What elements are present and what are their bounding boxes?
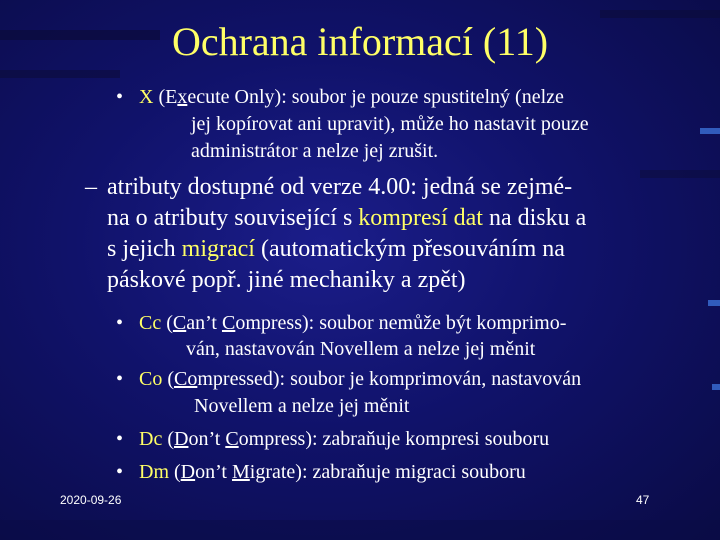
item-dc-line1: Dc (Don’t Compress): zabraňuje kompresi souboru — [139, 428, 550, 450]
attrs-line1: atributy dostupné od verze 4.00: jedná se zejmé- — [107, 174, 573, 200]
bullet-icon: • — [116, 312, 124, 334]
slide-title: Ochrana informací (11) — [171, 19, 549, 64]
item-x-line1: X (Execute Only): soubor je pouze spustitelný (nelze — [139, 86, 564, 108]
highlight-text: kompresí dat — [358, 205, 483, 231]
item-cc-line1: Cc (Can’t Compress): soubor nemůže být komprimo- — [139, 312, 567, 334]
attr-code: X — [139, 86, 154, 108]
dash-icon: – — [85, 174, 97, 200]
attrs-line4: páskové popř. jiné mechaniky a zpět) — [107, 267, 466, 293]
attr-code: Dm — [139, 461, 169, 483]
item-co-line1: Co (Compressed): soubor je komprimován, nastavován — [139, 368, 582, 390]
attrs-line3: s jejich migrací (automatickým přesouváním na — [107, 236, 565, 262]
bullet-icon: • — [116, 86, 124, 108]
bullet-icon: • — [116, 461, 124, 483]
highlight-text: migrací — [181, 236, 255, 262]
item-x-line3: administrátor a nelze jej zrušit. — [191, 140, 439, 162]
item-co-line2: Novellem a nelze jej měnit — [194, 395, 410, 417]
item-dm-line1: Dm (Don’t Migrate): zabraňuje migraci souboru — [139, 461, 526, 483]
item-cc-line2: ván, nastavován Novellem a nelze jej měnit — [186, 338, 536, 360]
page-number: 47 — [636, 493, 650, 507]
item-x-line2: jej kopírovat ani upravit), může ho nastavit pouze — [191, 113, 589, 135]
attr-code: Cc — [139, 312, 162, 334]
attr-code: Dc — [139, 428, 163, 450]
bullet-icon: • — [116, 428, 124, 450]
attr-code: Co — [139, 368, 163, 390]
footer-date: 2020-09-26 — [60, 493, 122, 507]
attrs-line2: na o atributy související s kompresí dat na disku a — [107, 205, 587, 231]
bullet-icon: • — [116, 368, 124, 390]
